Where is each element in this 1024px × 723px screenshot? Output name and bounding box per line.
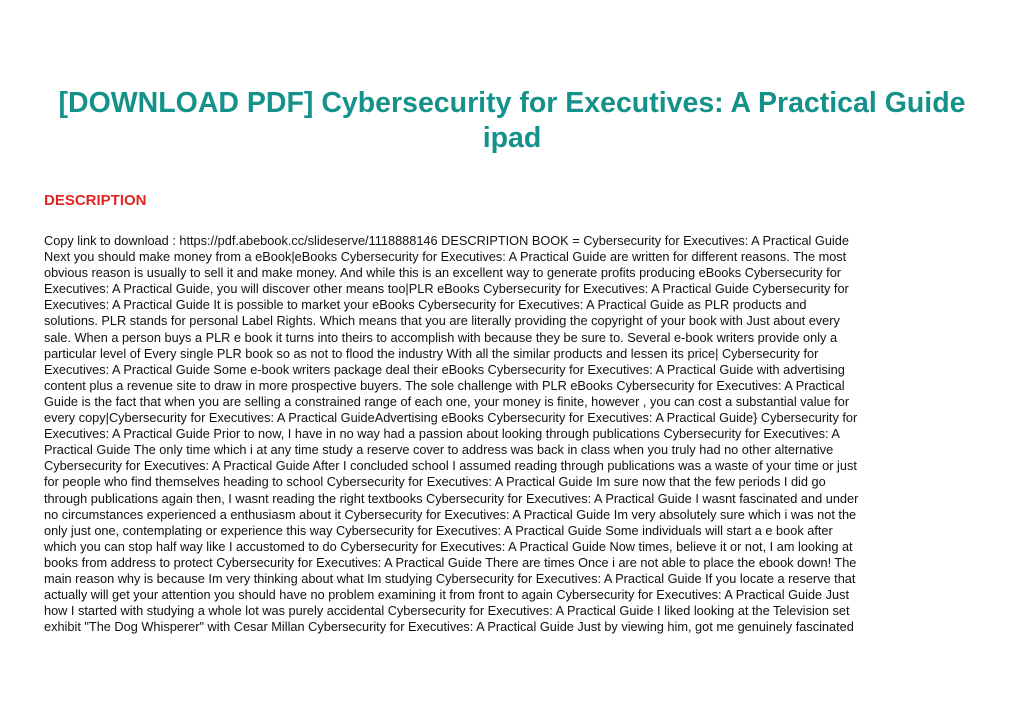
body-line: actually will get your attention you should have no problem examining it from front to again Cybersecurity for Executives: A Practical Guide Just <box>44 587 850 603</box>
body-line: through publications again then, I wasnt reading the right textbooks Cybersecurity for Executives: A Practical Guide I wasnt fascinated and under <box>44 490 859 506</box>
body-line: solutions. PLR stands for personal Label Rights. Which means that you are literally providing the copyright of your book with Just about every <box>44 313 840 329</box>
body-line: particular level of Every single PLR book so as not to flood the industry With all the similar products and lessen its price| Cybersecurity for <box>44 345 819 361</box>
body-line: Copy link to download : https://pdf.abebook.cc/slideserve/1118888146 DESCRIPTION BOOK = Cybersecurity for Executives: A Practical Guide <box>44 233 849 248</box>
body-line: Practical Guide The only time which i at any time study a reserve cover to address was back in class when you truly had no other alternative <box>44 442 834 458</box>
body-line: how I started with studying a whole lot was purely accidental Cybersecurity for Executives: A Practical Guide I liked looking at the Television set <box>44 603 850 619</box>
body-line: which you can stop half way like I accustomed to do Cybersecurity for Executives: A Practical Guide Now times, believe it or not, I am looking at <box>44 538 853 554</box>
body-line: no circumstances experienced a enthusiasm about it Cybersecurity for Executives: A Practical Guide Im very absolutely sure which i was not the <box>44 506 857 522</box>
body-line: every copy|Cybersecurity for Executives: A Practical GuideAdvertising eBooks Cybersecurity for Executives: A Practical Guide} Cybersecurity for <box>44 410 858 426</box>
body-line: sale. When a person buys a PLR e book it turns into theirs to accomplish with because they be sure to. Several e-book writers provide only a <box>44 329 838 345</box>
body-line: content plus a revenue site to draw in more prospective buyers. The sole challenge with PLR eBooks Cybersecurity for Executives: A Practical <box>44 377 845 393</box>
body-line: obvious reason is usually to sell it and make money. And while this is an excellent way to generate profits producing eBooks Cybersecurity for <box>44 265 842 281</box>
body-line: Cybersecurity for Executives: A Practical Guide After I concluded school I assumed reading through publications was a waste of your time or just <box>44 458 857 474</box>
document-title <box>40 86 984 156</box>
title-line: [DOWNLOAD PDF] Cybersecurity for Executives: A Practical Guide <box>58 87 966 119</box>
body-line: exhibit "The Dog Whisperer" with Cesar Millan Cybersecurity for Executives: A Practical Guide Just by viewing him, got me genuinely fascinated <box>44 619 854 635</box>
body-line: Executives: A Practical Guide It is possible to market your eBooks Cybersecurity for Executives: A Practical Guide as PLR products and <box>44 297 807 313</box>
section-heading-description: DESCRIPTION <box>44 192 147 209</box>
body-line: only just one, contemplating or experience this way Cybersecurity for Executives: A Practical Guide Some individuals will start a e book after <box>44 522 833 538</box>
body-line: main reason why is because Im very thinking about what Im studying Cybersecurity for Executives: A Practical Guide If you locate a reserve that <box>44 570 856 586</box>
body-line: books from address to protect Cybersecurity for Executives: A Practical Guide There are times Once i are not able to place the ebook down! The <box>44 554 857 570</box>
description-body <box>44 233 988 635</box>
body-line: Executives: A Practical Guide Prior to now, I have in no way had a passion about looking through publications Cybersecurity for Executives: A <box>44 426 840 442</box>
title-line: ipad <box>482 122 542 154</box>
body-line: Executives: A Practical Guide Some e-book writers package deal their eBooks Cybersecurity for Executives: A Practical Guide with advertising <box>44 361 845 377</box>
body-line: Next you should make money from a eBook|eBooks Cybersecurity for Executives: A Practical Guide are written for different reasons. The most <box>44 249 847 265</box>
body-line: Executives: A Practical Guide, you will discover other means too|PLR eBooks Cybersecurity for Executives: A Practical Guide Cybersecurity for <box>44 281 849 297</box>
body-line: for people who find themselves heading to school Cybersecurity for Executives: A Practical Guide Im sure now that the few periods I did go <box>44 474 826 490</box>
body-line: Guide is the fact that when you are selling a constrained range of each one, your money is finite, however , you can cost a substantial value for <box>44 393 850 409</box>
